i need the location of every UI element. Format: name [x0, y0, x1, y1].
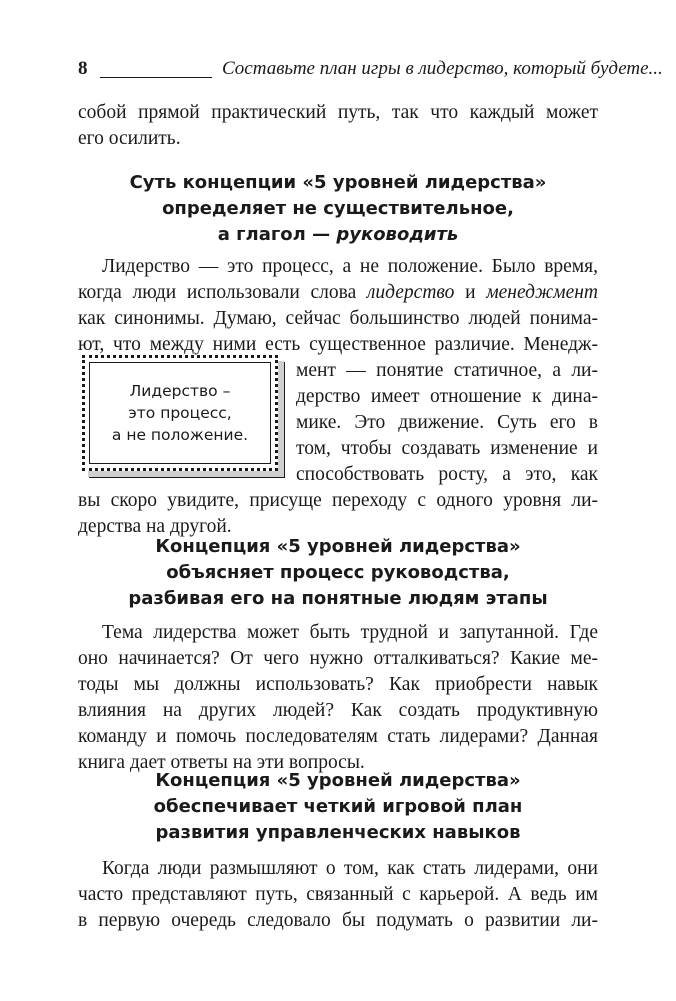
text-run: когда люди использовали слова — [78, 282, 367, 303]
heading-line: Суть концепции «5 уровней лидерства» — [129, 172, 547, 193]
text-line: Лидерство — это процесс, а не положение. Было время, — [102, 256, 598, 277]
heading-line: объясняет процесс руководства, — [166, 562, 510, 583]
text-line: команду и помочь последователям стать лидерами? Данная — [78, 726, 598, 747]
section-heading-2 — [78, 534, 598, 612]
text-line: как синонимы. Думаю, сейчас большинство людей понима- — [78, 308, 598, 329]
pull-quote-line: это процесс, — [128, 404, 232, 422]
text-line: влияния на других людей? Как создать продуктивную — [78, 700, 598, 721]
text-line: книга дает ответы на эти вопросы. — [78, 752, 365, 773]
text-line: мике. Это движение. Суть его в — [296, 412, 598, 433]
heading-line: обеспечивает четкий игровой план — [153, 796, 523, 817]
text-line: оно начинается? От чего нужно отталкиваться? Какие ме- — [78, 648, 598, 669]
pull-quote-callout — [82, 355, 278, 471]
heading-line-text: а глагол — — [217, 224, 337, 245]
pull-quote-line: а не положение. — [111, 426, 249, 444]
text-line: Когда люди размышляют о том, как стать лидерами, они — [102, 858, 598, 879]
heading-line: Концепция «5 уровней лидерства» — [155, 536, 521, 557]
intro-paragraph — [78, 100, 598, 152]
section1-paragraph-end — [78, 488, 598, 540]
text-line: в первую очередь следовало бы подумать о развитии ли- — [78, 910, 598, 931]
pull-quote-line: Лидерство – — [129, 382, 231, 400]
section1-paragraph — [78, 254, 598, 358]
heading-line: разбивая его на понятные людям этапы — [128, 588, 548, 609]
heading-emphasis: руководить — [336, 224, 459, 245]
section3-paragraph — [78, 856, 598, 934]
pull-quote-box — [89, 362, 271, 464]
text-emphasis: лидерство — [366, 282, 455, 303]
text-emphasis: менеджмент — [486, 282, 599, 303]
text-line: Тема лидерства может быть трудной и запутанной. Где — [102, 622, 598, 643]
heading-line: определяет не существительное, — [162, 198, 514, 219]
section-heading-3 — [78, 768, 598, 846]
text-line: способствовать росту, а это, как — [296, 464, 598, 485]
text-line: часто представляют путь, связанный с карьерой. А ведь им — [78, 884, 598, 905]
heading-line — [78, 222, 598, 248]
text-line: тоды мы должны использовать? Как приобрести навык — [78, 674, 598, 695]
page-number: 8 — [78, 58, 88, 79]
header-rule — [100, 77, 212, 78]
text-line: ют, что между ними есть существенное различие. Менедж- — [78, 334, 598, 355]
text-line — [78, 280, 598, 306]
text-line: собой прямой практический путь, так что каждый может — [78, 102, 598, 123]
text-line: мент — понятие статичное, а ли- — [296, 360, 598, 381]
text-run: и — [454, 282, 487, 303]
heading-line: Концепция «5 уровней лидерства» — [155, 770, 521, 791]
page-header — [78, 58, 663, 86]
heading-line: развития управленческих навыков — [155, 822, 521, 843]
text-line: дерства на другой. — [78, 516, 232, 537]
section-heading-1 — [78, 170, 598, 248]
running-title: Составьте план игры в лидерство, который будете... — [222, 58, 663, 79]
section2-paragraph — [78, 620, 598, 776]
text-line: вы скоро увидите, присуще переходу с одного уровня ли- — [78, 490, 598, 511]
section1-wrapped-text — [296, 358, 598, 488]
text-line: дерство имеет отношение к дина- — [296, 386, 598, 407]
text-line: том, чтобы создавать изменение и — [296, 438, 598, 459]
text-line: его осилить. — [78, 128, 181, 149]
